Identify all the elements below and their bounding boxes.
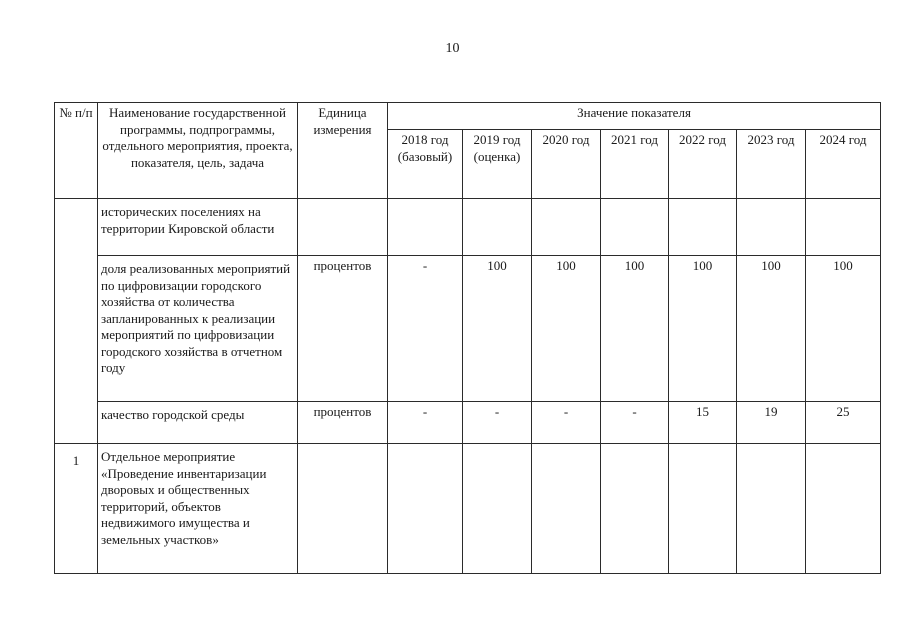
value-cell: - (532, 402, 601, 444)
value-cell (463, 444, 532, 574)
header-num: № п/п (55, 103, 98, 199)
header-values-group: Значение показателя (388, 103, 881, 130)
row-unit: процентов (298, 402, 388, 444)
value-cell: 100 (737, 256, 806, 402)
value-cell (669, 444, 737, 574)
value-cell: 100 (463, 256, 532, 402)
value-cell (806, 444, 881, 574)
value-cell: 100 (669, 256, 737, 402)
header-year: 2024 год (806, 130, 881, 199)
value-cell: - (463, 402, 532, 444)
table-row (55, 444, 881, 574)
value-cell: 100 (601, 256, 669, 402)
value-cell: 25 (806, 402, 881, 444)
header-year: 2022 год (669, 130, 737, 199)
value-cell (532, 199, 601, 256)
row-name: качество городской среды (98, 402, 298, 444)
value-cell: 100 (806, 256, 881, 402)
value-cell: 19 (737, 402, 806, 444)
value-cell (463, 199, 532, 256)
value-cell: 100 (532, 256, 601, 402)
row-unit (298, 199, 388, 256)
value-cell: - (388, 256, 463, 402)
table-row (55, 199, 881, 256)
value-cell: - (601, 402, 669, 444)
table-row (55, 256, 881, 402)
page-number: 10 (445, 41, 460, 56)
header-year: 2020 год (532, 130, 601, 199)
value-cell (388, 199, 463, 256)
table-header-row (55, 103, 881, 130)
indicator-table (54, 102, 881, 574)
value-cell (669, 199, 737, 256)
value-cell (532, 444, 601, 574)
header-year: 2021 год (601, 130, 669, 199)
value-cell: - (388, 402, 463, 444)
header-year: 2023 год (737, 130, 806, 199)
row-unit: процентов (298, 256, 388, 402)
header-year: 2018 год (базовый) (388, 130, 463, 199)
header-unit: Единица измерения (298, 103, 388, 199)
row-name: Отдельное мероприятие «Проведение инвентаризации дворовых и общественных территорий, объектов недвижимого имущества и земельных участков» (98, 444, 298, 574)
row-num (55, 199, 98, 444)
value-cell (601, 444, 669, 574)
row-unit (298, 444, 388, 574)
value-cell: 15 (669, 402, 737, 444)
value-cell (388, 444, 463, 574)
row-name: исторических поселениях на территории Кировской области (98, 199, 298, 256)
value-cell (737, 444, 806, 574)
value-cell (601, 199, 669, 256)
row-name: доля реализованных мероприятий по цифровизации городского хозяйства от количества запланированных к реализации мероприятий по цифровизации городского хозяйства в отчетном году (98, 256, 298, 402)
table-row (55, 402, 881, 444)
row-num: 1 (55, 444, 98, 574)
value-cell (806, 199, 881, 256)
value-cell (737, 199, 806, 256)
header-year: 2019 год (оценка) (463, 130, 532, 199)
header-name: Наименование государственной программы, подпрограммы, отдельного мероприятия, проекта, показателя, цель, задача (98, 103, 298, 199)
